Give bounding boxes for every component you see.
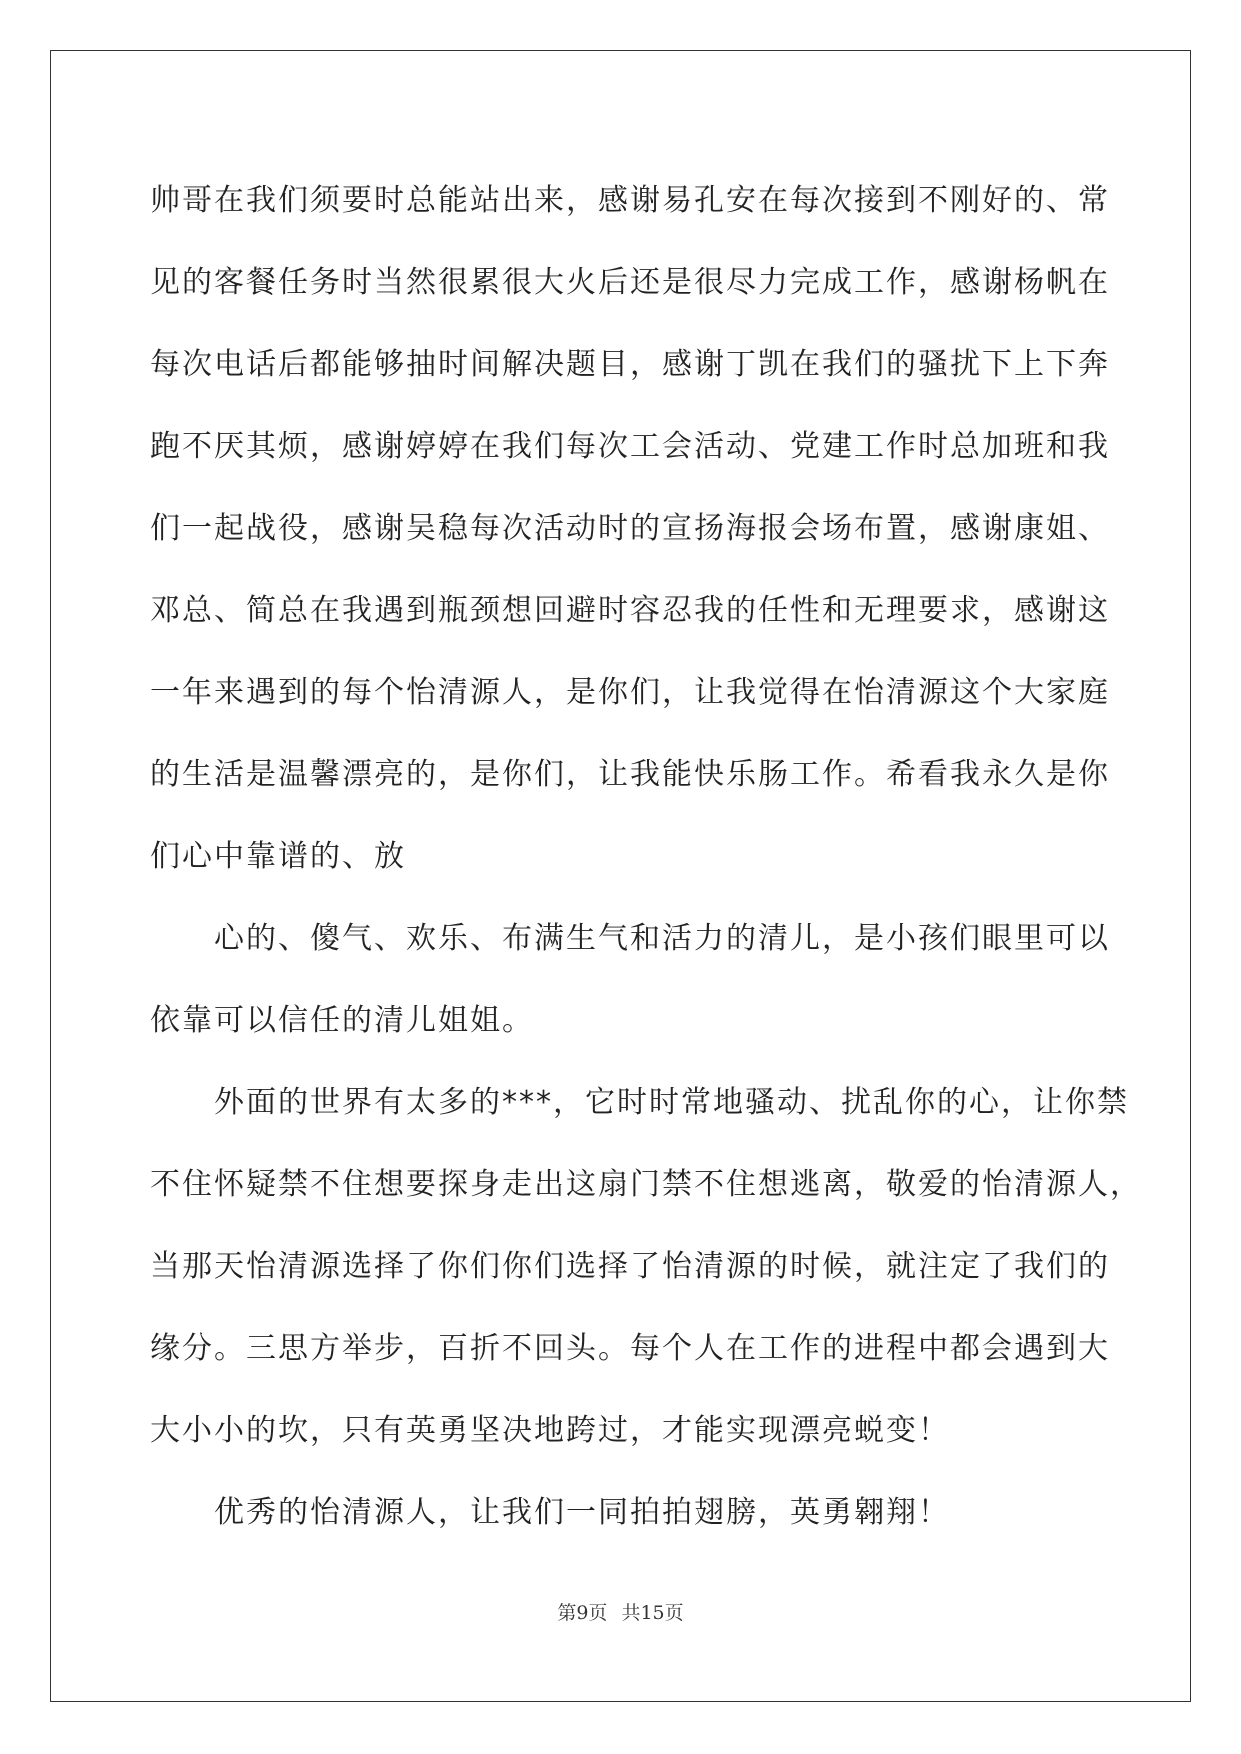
text-line: 邓总、简总在我遇到瓶颈想回避时容忍我的任性和无理要求，感谢这 <box>150 593 1110 628</box>
text-line: 当那天怡清源选择了你们你们选择了怡清源的时候，就注定了我们的 <box>150 1249 1110 1284</box>
document-body <box>150 160 1142 1554</box>
text-line: 依靠可以信任的清儿姐姐。 <box>150 1003 534 1038</box>
text-line: 跑不厌其烦，感谢婷婷在我们每次工会活动、党建工作时总加班和我 <box>150 429 1110 464</box>
text-line: 一年来遇到的每个怡清源人，是你们，让我觉得在怡清源这个大家庭 <box>150 675 1110 710</box>
text-line: 的生活是温馨漂亮的，是你们，让我能快乐肠工作。希看我永久是你 <box>150 757 1110 792</box>
page-footer <box>0 1598 1241 1625</box>
paragraph <box>150 898 1110 1062</box>
paragraph <box>150 1472 1110 1554</box>
text-line: 心的、傻气、欢乐、布满生气和活力的清儿，是小孩们眼里可以 <box>214 921 1110 956</box>
text-line: 大小小的坎，只有英勇坚决地跨过，才能实现漂亮蜕变！ <box>150 1413 950 1448</box>
text-line: 外面的世界有太多的***，它时时常地骚动、扰乱你的心，让你禁 <box>214 1085 1129 1120</box>
text-line: 优秀的怡清源人，让我们一同拍拍翅膀，英勇翱翔！ <box>214 1495 950 1530</box>
text-line: 见的客餐任务时当然很累很大火后还是很尽力完成工作，感谢杨帆在 <box>150 265 1110 300</box>
text-line: 不住怀疑禁不住想要探身走出这扇门禁不住想逃离，敬爱的怡清源人， <box>150 1167 1142 1202</box>
text-line: 帅哥在我们须要时总能站出来，感谢易孔安在每次接到不刚好的、常 <box>150 183 1110 218</box>
text-line: 们心中靠谱的、放 <box>150 839 406 874</box>
text-line: 缘分。三思方举步，百折不回头。每个人在工作的进程中都会遇到大 <box>150 1331 1110 1366</box>
page-total: 共15页 <box>621 1602 684 1624</box>
paragraph <box>150 1062 1142 1472</box>
text-line: 们一起战役，感谢吴稳每次活动时的宣扬海报会场布置，感谢康姐、 <box>150 511 1110 546</box>
page-number: 第9页 <box>557 1602 608 1624</box>
paragraph <box>150 160 1110 898</box>
text-line: 每次电话后都能够抽时间解决题目，感谢丁凯在我们的骚扰下上下奔 <box>150 347 1110 382</box>
